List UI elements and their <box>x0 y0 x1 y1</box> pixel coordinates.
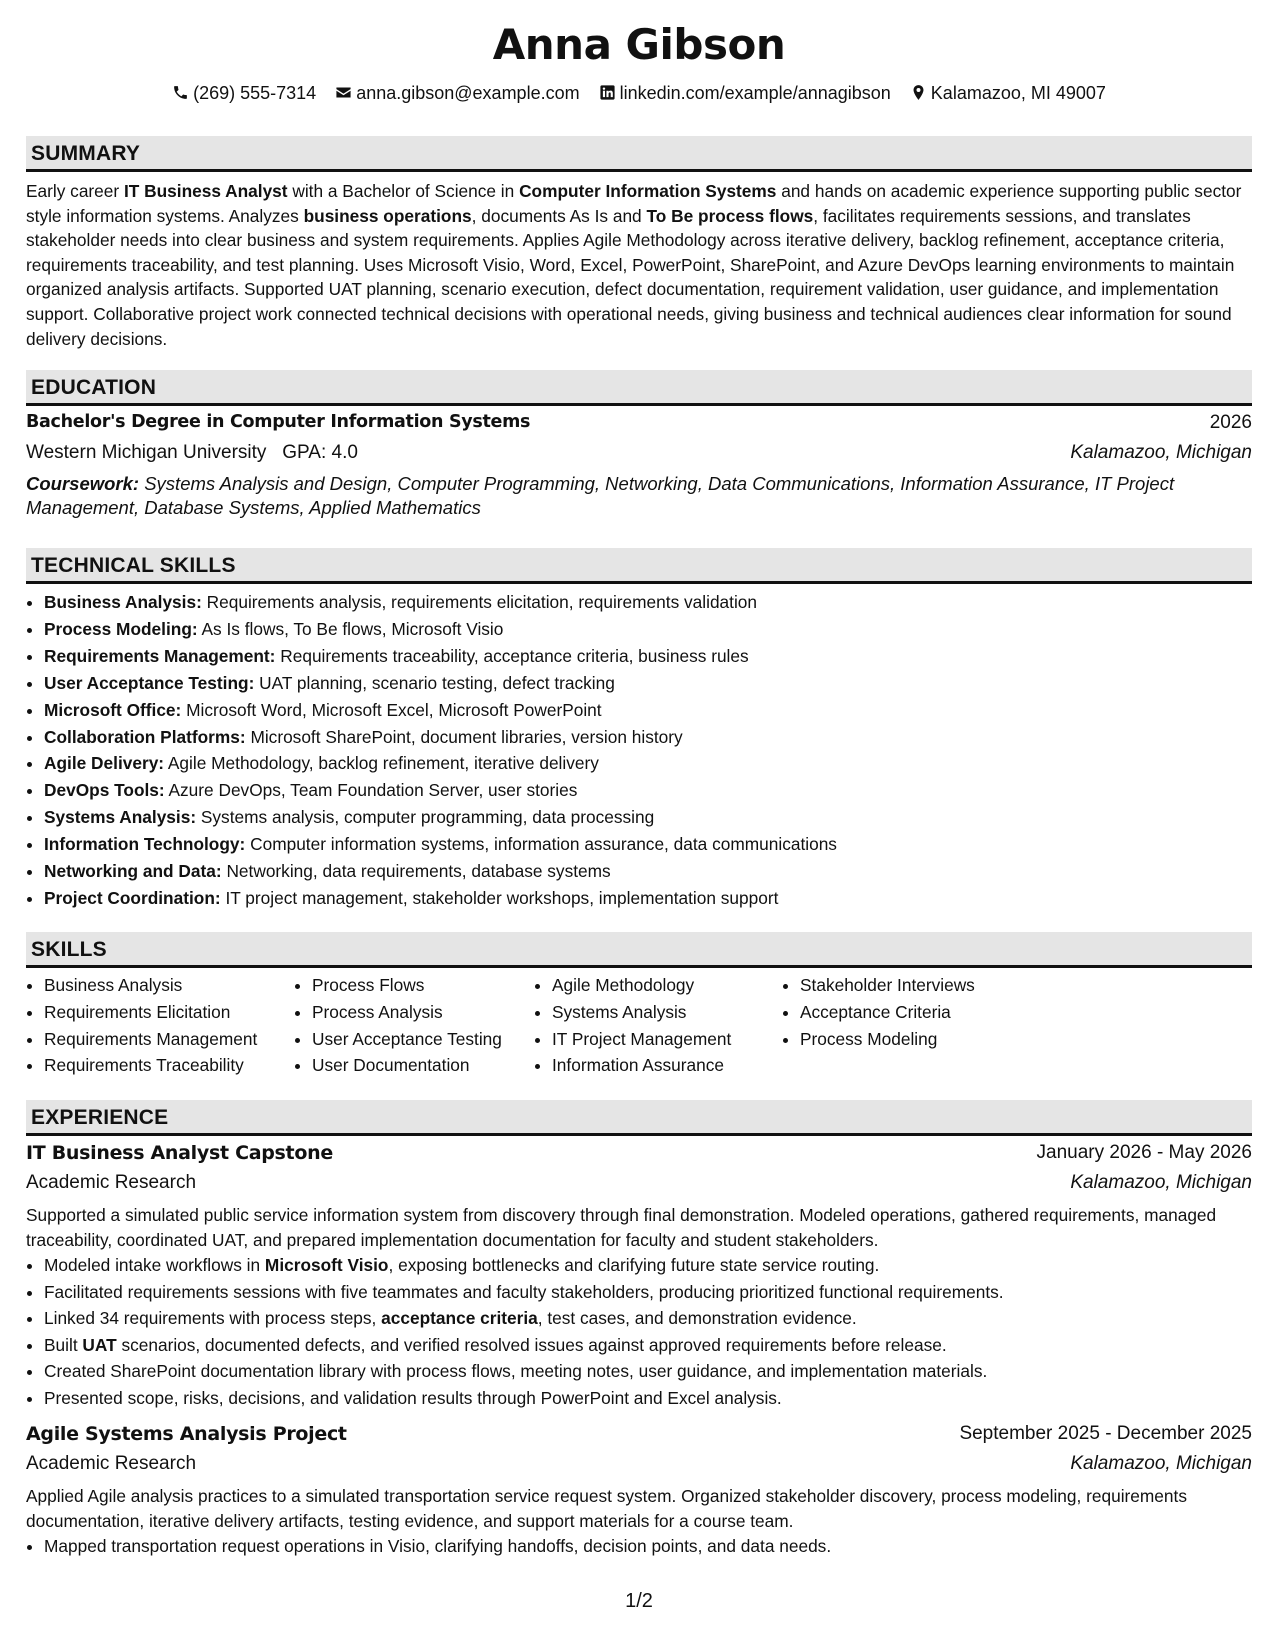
technical-skill-item: • Networking and Data: Networking, data requirements, database systems <box>44 858 1252 885</box>
technical-skills-section <box>26 548 1252 912</box>
phone-icon <box>172 84 189 101</box>
job-bullet: • Linked 34 requirements with process steps, acceptance criteria, test cases, and demonstration evidence. <box>44 1305 1252 1332</box>
job-bullet: • Presented scope, risks, decisions, and validation results through PowerPoint and Excel analysis. <box>44 1385 1252 1412</box>
summary-text: Early career IT Business Analyst with a Bachelor of Science in Computer Information Systems and hands on academic experience supporting public sector style information systems. Analyzes business operations, documents As Is and To Be process flows, facilitates requirements sessions, and translates stakeholder needs into clear business and system requirements. Applies Agile Methodology across iterative delivery, backlog refinement, acceptance criteria, requirements traceability, and test planning. Uses Microsoft Visio, Word, Excel, PowerPoint, SharePoint, and Azure DevOps learning environments to maintain organized analysis artifacts. Supported UAT planning, scenario execution, defect documentation, requirement validation, user guidance, and implementation support. Collaborative project work connected technical decisions with operational needs, giving business and technical audiences clear information for sound delivery decisions. <box>26 181 1242 349</box>
technical-skill-item: • DevOps Tools: Azure DevOps, Team Foundation Server, user stories <box>44 777 1252 804</box>
contact-linkedin-text: linkedin.com/example/annagibson <box>619 83 891 104</box>
job-bullet: • Modeled intake workflows in Microsoft Visio, exposing bottlenecks and clarifying future state service routing. <box>44 1252 1252 1279</box>
skill-item: • User Documentation <box>312 1052 534 1079</box>
job-bullet: • Mapped transportation request operations in Visio, clarifying handoffs, decision points, and data needs. <box>44 1533 1252 1560</box>
job-description: Supported a simulated public service information system from discovery through final demonstration. Modeled operations, gathered requirements, managed traceability, coordinated UAT, and prepared implementation documentation for faculty and student stakeholders. <box>26 1205 1217 1250</box>
skill-item: • Agile Methodology <box>552 972 782 999</box>
contact-location-text: Kalamazoo, MI 49007 <box>930 83 1106 104</box>
skills-column <box>294 972 534 1079</box>
skills-column <box>534 972 782 1079</box>
school-name: Western Michigan University <box>26 442 267 463</box>
coursework-list: Systems Analysis and Design, Computer Programming, Networking, Data Communications, Information Assurance, IT Project Management, Database Systems, Applied Mathematics <box>26 473 1175 518</box>
job-location: Kalamazoo, Michigan <box>1070 1453 1252 1475</box>
skill-item: • Requirements Management <box>44 1026 294 1053</box>
coursework-label: Coursework: <box>26 473 140 494</box>
skill-item: • Requirements Elicitation <box>44 999 294 1026</box>
skill-item: • Process Flows <box>312 972 534 999</box>
job-title-row <box>26 1421 1252 1451</box>
skill-item: • User Acceptance Testing <box>312 1026 534 1053</box>
school-location: Kalamazoo, Michigan <box>1070 442 1252 463</box>
contact-phone-text: (269) 555-7314 <box>193 83 317 104</box>
skill-item: • Business Analysis <box>44 972 294 999</box>
graduation-year: 2026 <box>1209 412 1252 433</box>
summary-section <box>26 136 1252 351</box>
job-bullets <box>26 1533 1252 1560</box>
skill-item: • Systems Analysis <box>552 999 782 1026</box>
job-title: Agile Systems Analysis Project <box>26 1423 347 1446</box>
skill-item: • Process Modeling <box>800 1026 1042 1053</box>
job-entry <box>26 1421 1252 1560</box>
education-school-row <box>26 440 1252 470</box>
education-degree-row <box>26 410 1252 440</box>
contact-email-text: anna.gibson@example.com <box>356 83 580 104</box>
technical-skill-item: • Requirements Management: Requirements traceability, acceptance criteria, business rules <box>44 643 1252 670</box>
contact-bar <box>26 79 1252 106</box>
candidate-name: Anna Gibson <box>492 20 786 69</box>
skill-item: • Information Assurance <box>552 1052 782 1079</box>
technical-skill-item: • Agile Delivery: Agile Methodology, backlog refinement, iterative delivery <box>44 750 1252 777</box>
linkedin-icon <box>599 84 616 101</box>
technical-skill-item: • User Acceptance Testing: UAT planning, scenario testing, defect tracking <box>44 670 1252 697</box>
skills-heading: SKILLS <box>26 932 1252 968</box>
technical-skill-item: • Process Modeling: As Is flows, To Be flows, Microsoft Visio <box>44 616 1252 643</box>
contact-phone <box>172 80 316 106</box>
job-dates: September 2025 - December 2025 <box>959 1423 1252 1445</box>
technical-skill-item: • Systems Analysis: Systems analysis, computer programming, data processing <box>44 804 1252 831</box>
gpa: GPA: 4.0 <box>282 442 358 463</box>
contact-linkedin[interactable] <box>599 80 891 106</box>
experience-heading: EXPERIENCE <box>26 1100 1252 1136</box>
job-organization: Academic Research <box>26 1172 197 1193</box>
skills-column <box>782 972 1042 1079</box>
technical-skill-item: • Business Analysis: Requirements analysis, requirements elicitation, requirements validation <box>44 589 1252 616</box>
experience-section <box>26 1100 1252 1560</box>
job-bullet: • Created SharePoint documentation library with process flows, meeting notes, user guidance, and implementation materials. <box>44 1358 1252 1385</box>
coursework <box>26 472 1252 520</box>
skill-item: • Stakeholder Interviews <box>800 972 1042 999</box>
job-organization: Academic Research <box>26 1453 197 1475</box>
job-bullet: • Facilitated requirements sessions with five teammates and faculty stakeholders, producing prioritized functional requirements. <box>44 1279 1252 1306</box>
skill-item: • IT Project Management <box>552 1026 782 1053</box>
skill-item: • Requirements Traceability <box>44 1052 294 1079</box>
job-description: Applied Agile analysis practices to a simulated transportation service request system. Organized stakeholder discovery, process modeling, requirements documentation, iterative delivery artifacts, testing evidence, and support materials for a course team. <box>26 1486 1187 1531</box>
job-location: Kalamazoo, Michigan <box>1070 1172 1252 1193</box>
job-title: IT Business Analyst Capstone <box>26 1142 333 1164</box>
degree-title: Bachelor's Degree in Computer Information Systems <box>26 412 531 432</box>
skills-grid <box>26 972 1252 1079</box>
education-heading: EDUCATION <box>26 370 1252 406</box>
envelope-icon <box>335 84 352 101</box>
skills-section <box>26 932 1252 1079</box>
technical-skill-item: • Collaboration Platforms: Microsoft SharePoint, document libraries, version history <box>44 724 1252 751</box>
school-info <box>26 442 358 464</box>
skill-item: • Process Analysis <box>312 999 534 1026</box>
technical-skill-item: • Project Coordination: IT project management, stakeholder workshops, implementation support <box>44 885 1252 912</box>
skill-item: • Acceptance Criteria <box>800 999 1042 1026</box>
experience-jobs <box>26 1140 1252 1560</box>
job-entry <box>26 1140 1252 1411</box>
education-section <box>26 370 1252 520</box>
job-org-row <box>26 1170 1252 1200</box>
contact-email[interactable] <box>335 80 579 106</box>
skills-column <box>26 972 294 1079</box>
job-bullets <box>26 1252 1252 1411</box>
contact-location <box>910 80 1106 106</box>
job-title-row <box>26 1140 1252 1170</box>
map-pin-icon <box>910 84 927 101</box>
technical-skills-heading: TECHNICAL SKILLS <box>26 548 1252 584</box>
technical-skill-item: • Information Technology: Computer information systems, information assurance, data communications <box>44 831 1252 858</box>
page-number: 1/2 <box>625 1590 653 1612</box>
summary-heading: SUMMARY <box>26 136 1252 172</box>
job-bullet: • Built UAT scenarios, documented defects, and verified resolved issues against approved requirements before release. <box>44 1332 1252 1359</box>
technical-skill-item: • Microsoft Office: Microsoft Word, Microsoft Excel, Microsoft PowerPoint <box>44 697 1252 724</box>
job-org-row <box>26 1451 1252 1481</box>
job-dates: January 2026 - May 2026 <box>1036 1142 1252 1163</box>
technical-skills-list <box>26 589 1252 912</box>
